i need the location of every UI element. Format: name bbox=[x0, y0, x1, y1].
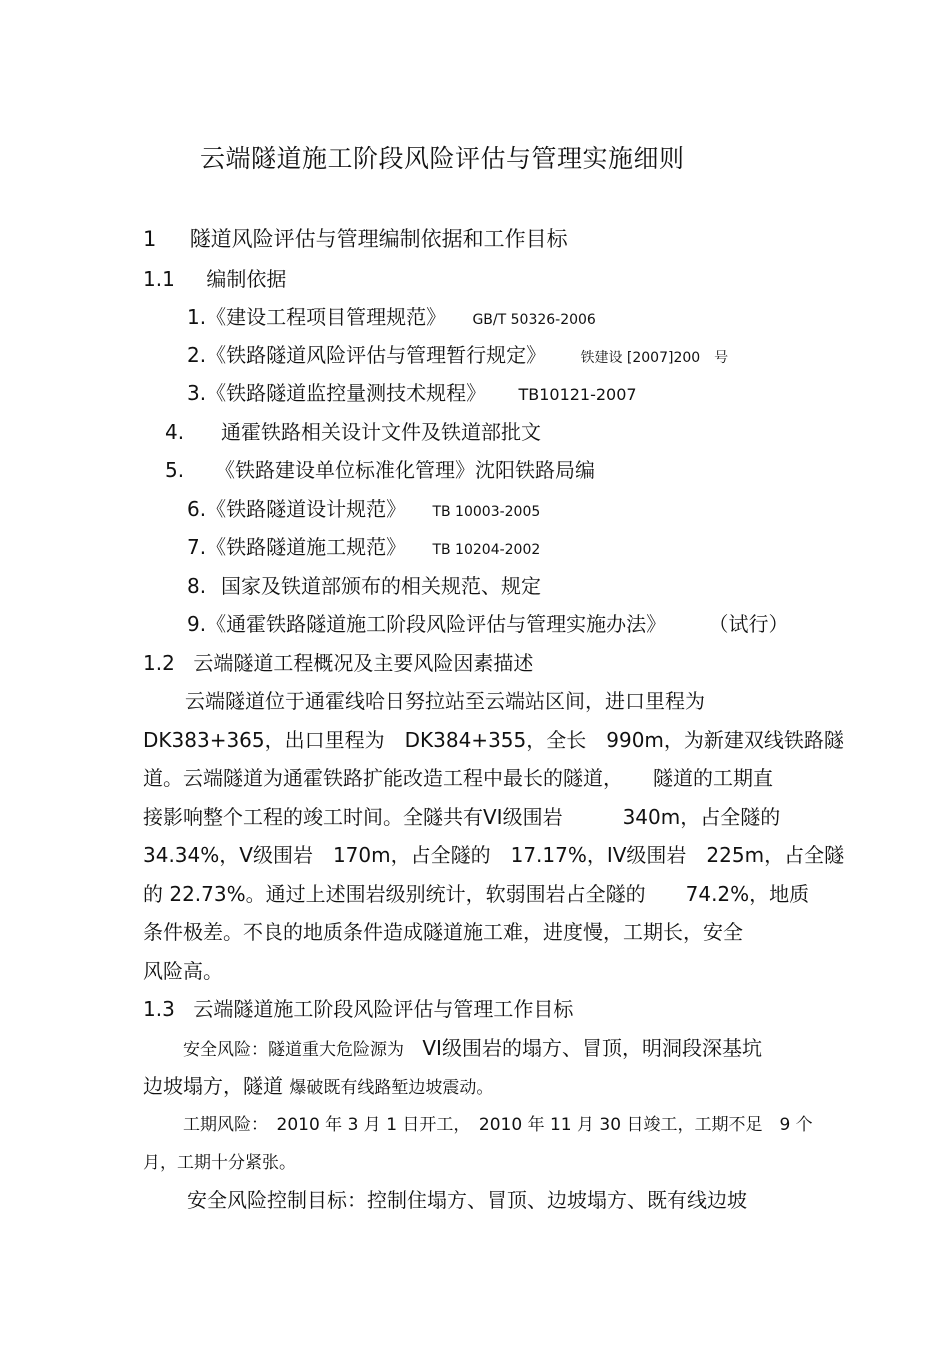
section-1-heading bbox=[143, 225, 568, 253]
reference-item bbox=[187, 495, 540, 526]
reference-title: 《铁路隧道监控量测技术规程》 bbox=[206, 381, 487, 405]
paragraph-line: 工期风险： 2010 年 3 月 1 日开工， 2010 年 11 月 30 日竣工，工期不足 9 个 bbox=[183, 1115, 813, 1135]
section-number: 1.3 bbox=[143, 997, 175, 1021]
paragraph-line: 风险高。 bbox=[143, 959, 223, 983]
reference-item bbox=[165, 456, 595, 484]
paragraph-line: 34.34%，Ⅴ级围岩 170m，占全隧的 17.17%，IV级围岩 225m，占全隧 bbox=[143, 843, 845, 867]
reference-title: 《铁路隧道设计规范》 bbox=[206, 497, 407, 521]
section-1-2-heading bbox=[143, 649, 533, 677]
section-number: 1.1 bbox=[143, 267, 175, 291]
document-title: 云端隧道施工阶段风险评估与管理实施细则 bbox=[200, 144, 685, 173]
section-number: 1.2 bbox=[143, 651, 175, 675]
reference-title: 《铁路隧道风险评估与管理暂行规定》 bbox=[206, 343, 547, 367]
reference-number: 5. bbox=[165, 458, 185, 482]
reference-code: 铁建设 [2007]200 号 bbox=[580, 350, 729, 366]
section-1-3-heading bbox=[143, 995, 573, 1023]
reference-title: 通霍铁路相关设计文件及铁道部批文 bbox=[221, 420, 541, 444]
text-run: VI级围岩的塌方、冒顶，明洞段深基坑 bbox=[422, 1036, 762, 1060]
reference-number: 9. bbox=[187, 612, 207, 636]
reference-code: TB 10204-2002 bbox=[432, 542, 541, 558]
paragraph-line: DK383+365，出口里程为 DK384+355，全长 990m，为新建双线铁路隧 bbox=[143, 728, 844, 752]
reference-code: TB 10003-2005 bbox=[432, 504, 541, 520]
reference-number: 7. bbox=[187, 535, 207, 559]
reference-number: 3. bbox=[187, 381, 207, 405]
reference-title: 《通霍铁路隧道施工阶段风险评估与管理实施办法》 bbox=[206, 612, 667, 636]
reference-number: 6. bbox=[187, 497, 207, 521]
reference-title: 《铁路建设单位标准化管理》沈阳铁路局编 bbox=[215, 458, 595, 482]
text-run: 边坡塌方，隧道 bbox=[143, 1074, 283, 1098]
reference-item bbox=[187, 610, 788, 638]
paragraph-line: 安全风险控制目标：控制住塌方、冒顶、边坡塌方、既有线边坡 bbox=[187, 1188, 747, 1212]
reference-item bbox=[165, 418, 541, 446]
reference-title: 《建设工程项目管理规范》 bbox=[206, 305, 447, 329]
section-number: 1 bbox=[143, 227, 157, 251]
reference-code: GB/T 50326-2006 bbox=[472, 312, 596, 328]
reference-title: 国家及铁道部颁布的相关规范、规定 bbox=[221, 574, 541, 598]
section-1-1-heading bbox=[143, 265, 286, 293]
reference-item bbox=[187, 533, 540, 564]
paragraph-line: 的 22.73%。通过上述围岩级别统计，软弱围岩占全隧的 74.2%，地质 bbox=[143, 882, 810, 906]
text-run: 安全风险：隧道重大危险源为 bbox=[183, 1040, 404, 1060]
reference-item bbox=[187, 303, 596, 334]
paragraph-line: 月，工期十分紧张。 bbox=[143, 1153, 296, 1173]
paragraph-line: 接影响整个工程的竣工时间。全隧共有VI级围岩 340m，占全隧的 bbox=[143, 805, 781, 829]
paragraph-line: 道。云端隧道为通霍铁路扩能改造工程中最长的隧道， 隧道的工期直 bbox=[143, 766, 773, 790]
section-title: 云端隧道施工阶段风险评估与管理工作目标 bbox=[193, 997, 574, 1021]
reference-item bbox=[187, 341, 728, 372]
reference-item bbox=[187, 379, 637, 409]
reference-item bbox=[187, 572, 541, 600]
text-run: 爆破既有线路堑边坡震动。 bbox=[289, 1078, 494, 1098]
reference-code: TB10121-2007 bbox=[518, 385, 637, 404]
reference-number: 2. bbox=[187, 343, 207, 367]
section-title: 编制依据 bbox=[206, 267, 287, 291]
section-title: 云端隧道工程概况及主要风险因素描述 bbox=[193, 651, 534, 675]
reference-number: 8. bbox=[187, 574, 207, 598]
section-title: 隧道风险评估与管理编制依据和工作目标 bbox=[189, 227, 568, 251]
paragraph-line bbox=[143, 1072, 493, 1102]
paragraph-line: 条件极差。不良的地质条件造成隧道施工难，进度慢，工期长，安全 bbox=[143, 920, 743, 944]
reference-title: 《铁路隧道施工规范》 bbox=[206, 535, 407, 559]
paragraph-line bbox=[183, 1034, 762, 1064]
reference-number: 1. bbox=[187, 305, 207, 329]
reference-code: （试行） bbox=[708, 612, 789, 636]
reference-number: 4. bbox=[165, 420, 185, 444]
paragraph-line: 云端隧道位于通霍线哈日努拉站至云端站区间，进口里程为 bbox=[185, 689, 705, 713]
